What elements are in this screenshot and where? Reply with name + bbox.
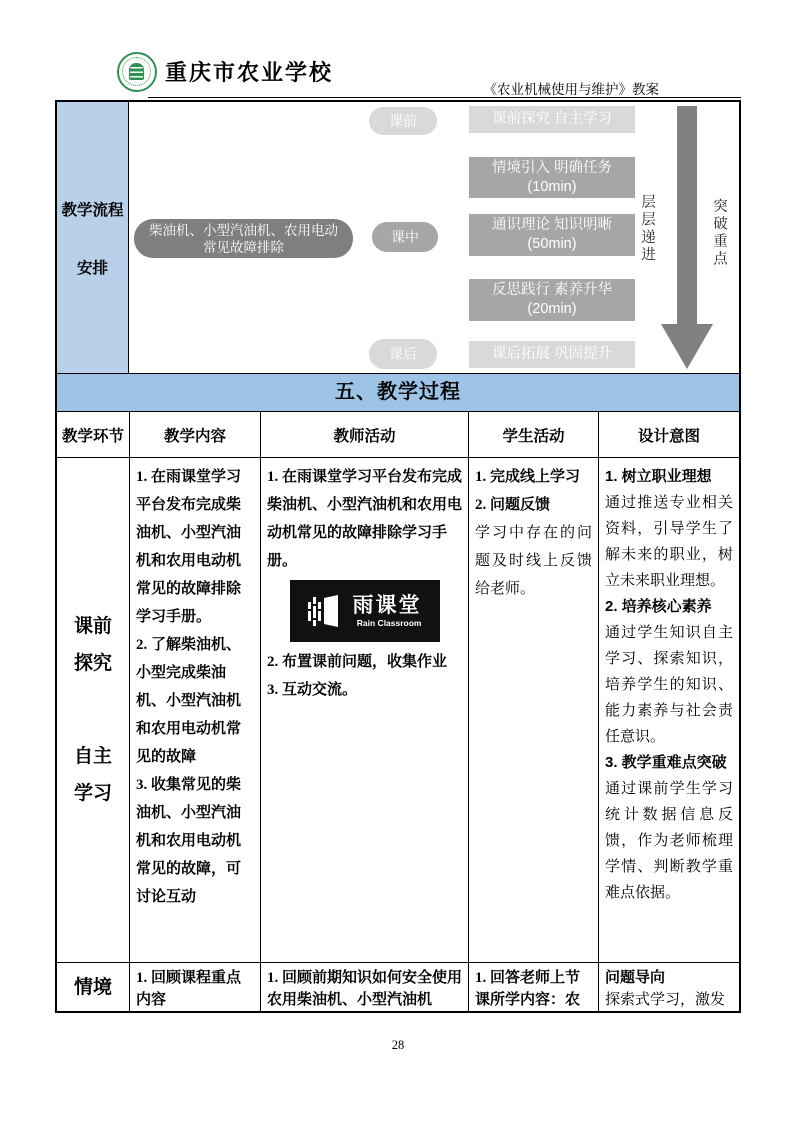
- school-name: 重庆市农业学校: [165, 60, 334, 85]
- rain-classroom-icon: [308, 595, 344, 627]
- cell-env-situation: 情境: [57, 963, 130, 1011]
- table-row: [57, 963, 739, 1011]
- logo-emblem: [129, 63, 144, 80]
- table-header-row: [57, 412, 739, 458]
- student-item: 2. 问题反馈: [475, 497, 551, 513]
- flow-box-after-extend: 课后拓展 巩固提升: [469, 341, 635, 368]
- flow-stage-2: [469, 214, 635, 256]
- flow-label-line2: 安排: [76, 259, 108, 277]
- teaching-flow-row: [57, 102, 739, 374]
- page-header: [55, 50, 741, 98]
- flow-stage-2-time: (50min): [527, 236, 577, 252]
- flow-section-label: [57, 102, 129, 373]
- rain-classroom-logo: [290, 580, 440, 642]
- intent-heading: 3. 教学重难点突破: [605, 754, 727, 771]
- cell-intent: [599, 963, 739, 1011]
- flow-topic-box: [134, 219, 353, 258]
- cell-content: 1. 回顾课程重点内容: [130, 963, 261, 1011]
- env-line: 学习: [73, 783, 112, 804]
- env-line: 探究: [73, 653, 112, 674]
- section-banner: 五、教学过程: [57, 374, 739, 412]
- intent-heading: 问题导向: [605, 969, 666, 986]
- flow-diagram: [129, 102, 739, 373]
- lesson-plan-table: [55, 100, 741, 1013]
- rain-classroom-en: Rain Classroom: [356, 617, 422, 628]
- cell-teacher: 1. 回顾前期知识如何安全使用农用柴油机、小型汽油机: [261, 963, 469, 1011]
- col-header-env: 教学环节: [57, 412, 130, 457]
- teacher-item: 1. 在雨课堂学习平台发布完成柴油机、小型汽油机和农用电动机常见的故障排除学习手册。: [267, 469, 463, 569]
- arrow-label-left: 层层递进: [639, 194, 655, 264]
- flow-box-pre-explore: 课前探究 自主学习: [469, 106, 635, 133]
- content-item: 2. 了解柴油机、小型完成柴油机、小型汽油机和农用电动机常见的故障: [136, 637, 242, 765]
- flow-topic-line2: 常见故障排除: [203, 239, 284, 255]
- teacher-item: 2. 布置课前问题，收集作业: [267, 654, 448, 670]
- flow-stage-3: [469, 279, 635, 321]
- flow-topic-line1: 柴油机、小型汽油机、农用电动: [149, 222, 338, 238]
- flow-stage-3-title: 反思践行 素养升华: [491, 282, 613, 298]
- teacher-item: 3. 互动交流。: [267, 682, 358, 698]
- flow-stage-1-title: 情境引入 明确任务: [491, 159, 613, 176]
- cell-intent: [599, 458, 739, 962]
- content-item: 3. 收集常见的柴油机、小型汽油机和农用电动机常见的故障，可讨论互动: [136, 777, 242, 905]
- arrow-label-right: 突破重点: [711, 198, 727, 268]
- flow-pill-pre-class: 课前: [369, 107, 437, 135]
- student-note: 学习中存在的问题及时线上反馈给老师。: [475, 525, 592, 597]
- header-rule: [148, 97, 741, 98]
- cell-teacher: [261, 458, 469, 962]
- rain-classroom-text: [353, 595, 422, 628]
- arrow-head: [661, 324, 713, 369]
- cell-env-pre: [57, 458, 130, 962]
- school-logo-icon: [117, 52, 157, 92]
- col-header-teacher: 教师活动: [261, 412, 469, 457]
- col-header-intent: 设计意图: [637, 427, 700, 445]
- student-item: 1. 完成线上学习: [475, 469, 581, 485]
- intent-heading: 1. 树立职业理想: [605, 468, 712, 485]
- content-item: 1. 在雨课堂学习平台发布完成柴油机、小型汽油机和农用电动机常见的故障排除学习手册。: [136, 469, 242, 625]
- env-line: 自主: [73, 746, 112, 767]
- intent-text: 探索式学习，激发: [605, 992, 726, 1008]
- intent-heading: 2. 培养核心素养: [605, 598, 712, 615]
- page-number: 28: [391, 1038, 405, 1052]
- rain-classroom-cn: 雨课堂: [352, 593, 422, 617]
- document-title: 《农业机械使用与维护》教案: [483, 82, 659, 97]
- cell-student: [469, 458, 599, 962]
- cell-student: 1. 回答老师上节课所学内容：农: [469, 963, 599, 1011]
- progression-arrow-icon: [661, 106, 713, 369]
- flow-stage-1: [469, 157, 635, 198]
- flow-stage-3-time: (20min): [527, 301, 577, 317]
- flow-label-line1: 教学流程: [61, 201, 124, 219]
- arrow-shaft: [677, 106, 697, 324]
- col-header-content: 教学内容: [130, 412, 261, 457]
- env-line: 课前: [73, 616, 112, 637]
- table-row: [57, 458, 739, 963]
- cell-content: [130, 458, 261, 962]
- col-header-student: 学生活动: [469, 412, 599, 457]
- intent-text: 通过课前学生学习统计数据信息反馈，作为老师梳理学情、判断教学重难点依据。: [605, 781, 733, 901]
- flow-pill-after-class: 课后: [369, 339, 437, 369]
- intent-text: 通过学生知识自主学习、探索知识，培养学生的知识、能力素养与社会责任意识。: [605, 625, 733, 745]
- intent-text: 通过推送专业相关资料，引导学生了解未来的职业，树立未来职业理想。: [605, 495, 733, 589]
- flow-pill-in-class: 课中: [372, 222, 438, 252]
- flow-stage-1-time: (10min): [527, 178, 577, 195]
- flow-stage-2-title: 通识理论 知识明晰: [491, 217, 613, 233]
